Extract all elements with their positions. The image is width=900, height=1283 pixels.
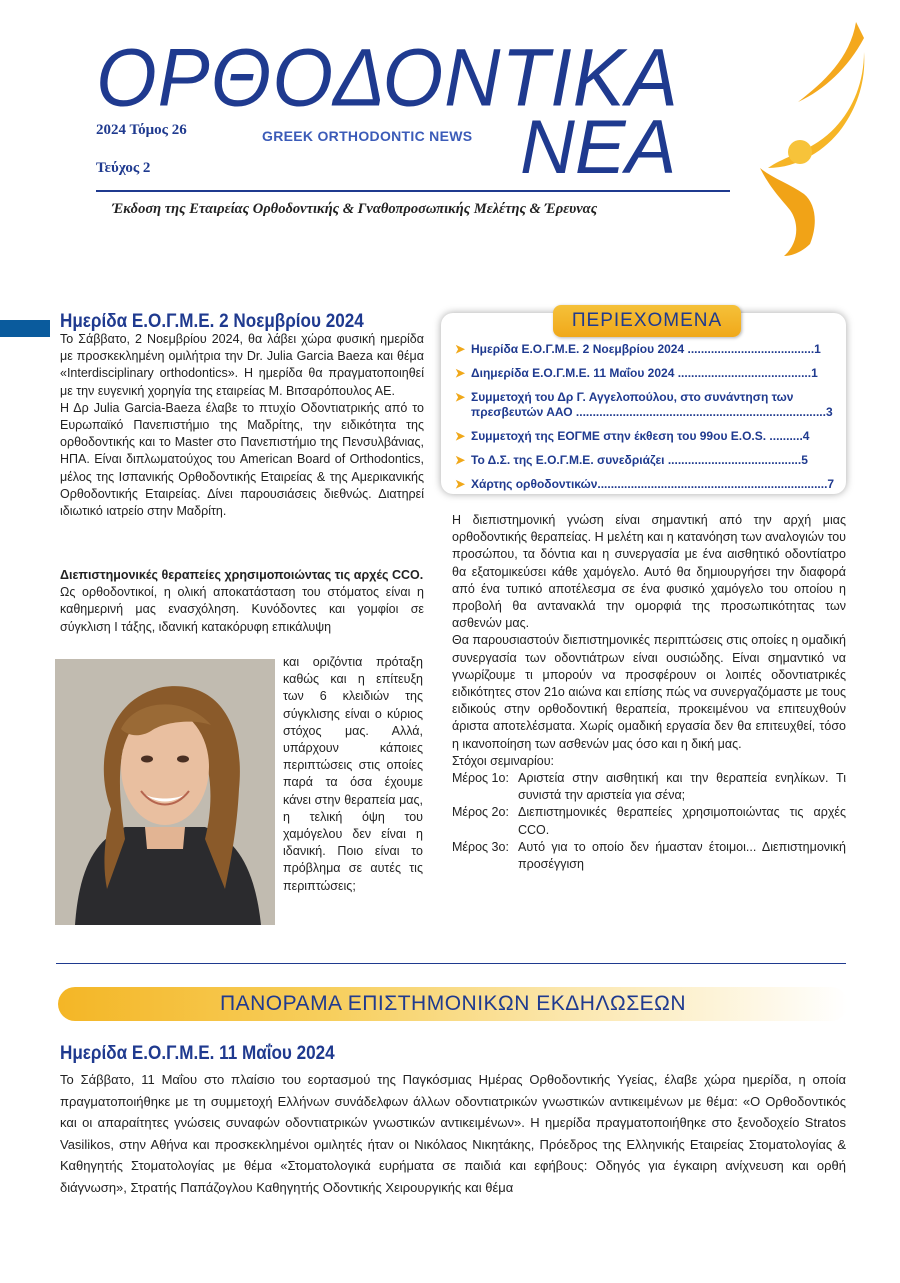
toc-item[interactable]: ➤ Ημερίδα Ε.Ο.Γ.Μ.Ε. 2 Νοεμβρίου 2024 ......................................1 <box>455 342 821 356</box>
arrow-icon: ➤ <box>455 477 466 491</box>
toc-heading: ΠΕΡΙΕΧΟΜΕΝΑ <box>553 305 741 337</box>
article-paragraph: Η Δρ Julia Garcia-Baeza έλαβε το πτυχίο Οδοντιατρικής από το Ευρωπαϊκό Πανεπιστήμιο της Μαδρίτης, την ειδικότητα της ορθοδοντικής και το Master στο Πανεπιστήμιο της Πενσυλβάνιας, ΗΠΑ. Είναι διπλωματούχος του American Board of Orthodontics, μέλος της Ισπανικής Ορθοδοντικής Εταιρείας & της Αμερικανικής Ορθοδοντικής Εταιρείας. Δίνει παρουσιάσεις διεθνώς. Διατηρεί ιδιωτικό ιατρείο στην Μαδρίτη. <box>60 400 424 519</box>
arrow-icon: ➤ <box>455 390 466 404</box>
article-column-right <box>452 512 846 873</box>
goal-item: Μέρος 1ο: Αριστεία στην αισθητική και την θεραπεία ενηλίκων. Τι συνιστά την αριστεία για σένα; <box>452 771 846 803</box>
article-title: Ημερίδα Ε.Ο.Γ.Μ.Ε. 2 Νοεμβρίου 2024 <box>60 311 364 332</box>
goal-item: Μέρος 3ο: Αυτό για το οποίο δεν ήμασταν έτοιμοι... Διεπιστημονική προσέγγιση <box>452 839 846 872</box>
goal-item: Μέρος 2ο: Διεπιστημονικές θεραπείες χρησιμοποιώντας τις αρχές CCO. <box>452 805 846 837</box>
publisher-line: Έκδοση της Εταιρείας Ορθοδοντικής & Γναθοπροσωπικής Μελέτης & Έρευνας <box>112 201 598 217</box>
masthead-title: ΟΡΘΟΔΟΝΤΙΚΑ <box>96 30 679 124</box>
panorama-banner: ΠΑΝΟΡΑΜΑ ΕΠΙΣΤΗΜΟΝΙΚΩΝ ΕΚΔΗΛΩΣΕΩΝ <box>58 987 848 1021</box>
year-volume: 2024 Τόμος 26 <box>96 122 187 138</box>
article-paragraph: Η διεπιστημονική γνώση είναι σημαντική από την αρχή μιας ορθοδοντικής θεραπείας. Η μελέτη και η κατανόηση των αναλογιών του προσώπου, τα δόντια και η συνεργασία με ένα αισθητικό οδοντίατρο θα εξατομικεύσει κάθε χαμόγελο. Αυτό θα δημιουργήσει την διαφορά από ένα τυπικό αποτέλεσμα σε ένα φυσικό χαμόγελο του οποίου η προβολή θα αντανακλά την ομορφιά της προσωπικότητας των ασθενών μας. <box>452 513 846 631</box>
arrow-icon: ➤ <box>455 453 466 467</box>
toc-list <box>455 342 835 501</box>
toc-item[interactable]: ➤ Συμμετοχή της ΕΟΓΜΕ στην έκθεση του 99ου E.O.S. ..........4 <box>455 429 810 443</box>
article-paragraph: Το Σάββατο, 11 Μαΐου στο πλαίσιο του εορτασμού της Παγκόσμιας Ημέρας Ορθοδοντικής Υγείας, έλαβε χώρα ημερίδα, η οποία πραγματοποιήθηκε με τη συμμετοχή Ελλήνων συνάδελφων άλλων οδοντιατρικών γνωστικών αντικειμένων με θέμα: «Ο Ορθοδοντικός και οι απαραίτητες γνώσεις συναφών οδοντιατρικών γνωστικών αντικειμένων». Η ημερίδα πραγματοποιήθηκε στο ξενοδοχείο Stratos Vasilikos, στην Αθήνα και προσκεκλημένοι ομιλητές ήταν οι Νικόλαος Νικητάκης, Πρόεδρος της Ελληνικής Εταιρείας Στοματολογίας & Καθηγητής Στοματολογίας με θέμα «Στοματολογικά ευρήματα σε παιδιά και εφήβους: Οδηγός για έγκαιρη ανίχνευση και ορθή διάγνωση», Στρατής Παπάζογλου Καθηγητής Οδοντικής Χειρουργικής και θέμα <box>60 1072 846 1195</box>
toc-item[interactable]: ➤ Χάρτης ορθοδοντικών.....................................................................7 <box>455 477 835 491</box>
article-paragraph: Ως ορθοδοντικοί, η ολική αποκατάσταση του στόματος είναι η καθημερινή μας ενασχόληση. Κυνόδοντες και γομφίοι σε σύγκλιση Ι τάξης, ιδανική κατακόρυφη επικάλυψη <box>60 585 424 634</box>
issue-number: Τεύχος 2 <box>96 160 151 176</box>
article-subheading: Διεπιστημονικές θεραπείες χρησιμοποιώντας τις αρχές CCO. <box>60 568 424 582</box>
arrow-icon: ➤ <box>455 366 466 380</box>
goals-label: Στόχοι σεμιναρίου: <box>452 753 555 768</box>
article-column-left-lower <box>60 567 424 636</box>
speaker-photo <box>55 659 275 925</box>
toc-item[interactable]: ➤ Συμμετοχή του Δρ Γ. Αγγελοπούλου, στο συνάντηση των πρεσβευτών ΑΑΟ ...........................................................................3 <box>455 390 833 419</box>
section-divider <box>56 963 846 964</box>
article-column-left <box>60 331 424 520</box>
arrow-icon: ➤ <box>455 429 466 443</box>
article-column-wrap <box>283 654 423 895</box>
article-paragraph: Θα παρουσιαστούν διεπιστημονικές περιπτώσεις στις οποίες η ομαδική συνεργασία των οδοντιάτρων είναι ουσιώδης. Είναι σημαντικό να γνωρίζουμε τι μπορούν να προσφέρουν οι λοιπές οδοντιατρικές ειδικότητες στον 21ο αιώνα και επίσης πώς να συνεργαζόμαστε με τους ειδικούς στην ορθοδοντική θεραπεία, προκειμένου να επιτευχθούν άριστα αποτελέσματα. Χωρίς ομαδική εργασία δεν θα επιτευχθεί, τόσο η ικανοποίηση των ασθενών μας όσο και η δική μας. <box>452 633 846 751</box>
masthead-title-nea: ΝΕΑ <box>520 105 677 190</box>
society-logo-icon <box>738 18 868 258</box>
article-paragraph: και οριζόντια πρόταξη καθώς και η επίτευξη των 6 κλειδιών της σύγκλισης είναι ο κύριος στόχος μας. Αλλά, υπάρχουν κάποιες περιπτώσεις στις οποίες παρά τα όσα έχουμε κάνει στην θεραπεία μας, η τελική όψη του χαμόγελου δεν είναι η ιδανική. Ποιο είναι το πρόβλημα σε αυτές τις περιπτώσεις; <box>283 655 423 893</box>
article-title: Ημερίδα Ε.Ο.Γ.Μ.Ε. 11 Μαΐου 2024 <box>60 1043 335 1064</box>
masthead-divider <box>96 190 730 192</box>
section-marker <box>0 320 50 337</box>
arrow-icon: ➤ <box>455 342 466 356</box>
english-subtitle: GREEK ORTHODONTIC NEWS <box>262 128 473 144</box>
toc-item[interactable]: ➤ Το Δ.Σ. της Ε.Ο.Γ.Μ.Ε. συνεδριάζει ........................................5 <box>455 453 808 467</box>
toc-item[interactable]: ➤ Διημερίδα Ε.Ο.Γ.Μ.Ε. 11 Μαΐου 2024 ........................................1 <box>455 366 818 380</box>
article-paragraph: Το Σάββατο, 2 Νοεμβρίου 2024, θα λάβει χώρα φυσική ημερίδα με προσκεκλημένη ομιλήτρια την Dr. Julia Garcia Baeza και θέμα «Interdisciplinary orthodontics». Η ημερίδα θα πραγματοποιηθεί με την ευγενική χορηγία της εταιρείας Μ. Βιτσαρόπουλος ΑΕ. <box>60 332 424 398</box>
